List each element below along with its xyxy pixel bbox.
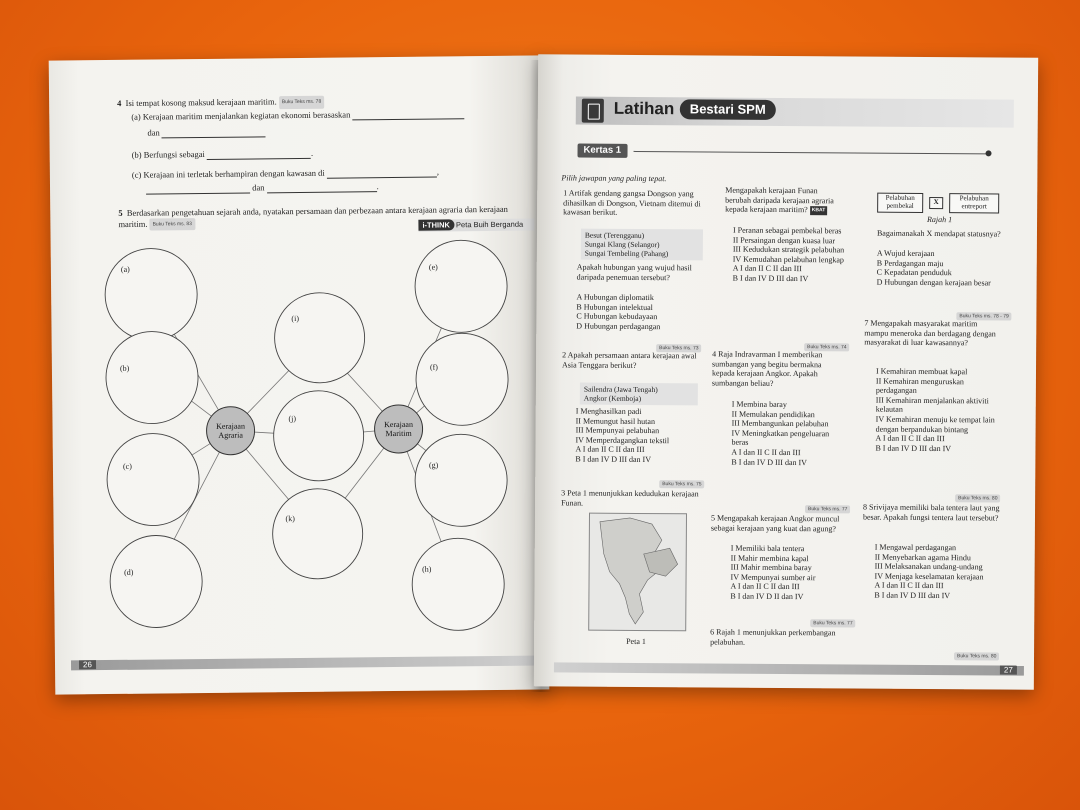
q6-options: A Wujud kerajaan B Perdagangan maju C Kepadatan penduduk D Hubungan dengan kerajaan besar [876,248,991,288]
q8-ref: Buku Teks ms. 80 [954,647,999,665]
q3-continued: Mengapakah kerajaan Funan berubah daripada kerajaan agraria kepada kerajaan maritim? KBAT [725,185,834,215]
bubble-label: (g) [428,460,439,470]
q4-c: (c) Kerajaan ini terletak berhampiran dengan kawasan di , [131,166,439,180]
exercise-book-icon [582,99,604,123]
center-agraria-label: Kerajaan Agraria [216,421,246,440]
page-number: 26 [79,660,96,669]
bubble-g [415,434,508,527]
q4-ref: Buku Teks ms. 77 [805,500,850,518]
map-illustration [589,514,686,631]
q4-c2: dan . [146,181,379,194]
map-caption: Peta 1 [626,636,646,647]
funan-map [588,513,687,632]
q1-ask: Apakah hubungan yang wujud hasil daripada penemuan tersebut? [576,262,692,282]
q6-ask: Bagaimanakah X mendapat statusnya? [876,228,1001,239]
bubble-i [274,292,365,383]
q4-a: (a) Kerajaan maritim menjalankan kegiatan ekonomi berasaskan [131,108,464,122]
q3-options: I Peranan sebagai pembekal beras II Persaingan dengan kuasa luar III Kedudukan strategik pelabuhan IV Kemudahan pelabuhan lengkap A I dan II C II dan III B I dan IV D III dan IV [732,225,845,284]
textbook-ref-tag: Buku Teks ms. 83 [150,218,196,231]
bubble-label: (d) [124,567,134,577]
question-5: 5 Mengapakah kerajaan Angkor muncul sebagai kerajaan yang kuat dan agung? [710,513,840,533]
flow-box-pembekal: Pelabuhan pembekal [877,193,923,213]
bubble-a [105,248,198,341]
bubble-label: (i) [291,313,300,324]
question-7: 7 Mengapakah masyarakat maritim mampu meneroka dan berdagang dengan masyarakat di luar kawasannya? [864,318,996,348]
question-8: 8 Srivijaya memiliki bala tentera laut yang besar. Apakah fungsi tentera laut tersebut? [862,502,1000,523]
flow-box-x: X [929,197,943,209]
ithink-logo: i-THINK [418,219,454,230]
page-footer-bar [554,662,1024,675]
bubble-d [110,535,203,628]
bubble-e [415,240,508,333]
bubble-label: (a) [120,264,130,274]
bubble-h [412,538,505,631]
q8-options: I Mengawal perdagangan II Menyebarkan agama Hindu III Melaksanakan undang-undang IV Menjaga keselamatan kerajaan A I dan II C II dan III B I dan IV D III dan IV [874,542,984,601]
q2-bullet-list: Sailendra (Jawa Tengah) Angkor (Kemboja) [580,383,698,406]
q3-ref: Buku Teks ms. 74 [804,338,849,356]
bubble-c [107,433,200,526]
question-4: 4 Raja Indravarman I memberikan sumbangan yang begitu bermakna kepada kerajaan Angkor. Apakah sumbangan beliau? [711,349,823,388]
flow-caption: Rajah 1 [927,214,953,225]
page-number: 27 [1000,666,1017,675]
q2-ref: Buku Teks ms. 75 [659,475,704,493]
bubble-j [273,390,364,481]
map-type-label: Peta Buih Berganda [455,219,524,230]
q1-options: A Hubungan diplomatik B Hubungan intelektual C Hubungan kebudayaan D Hubungan perdagangan [576,292,661,331]
section-badge: Bestari SPM [680,99,776,120]
q7-ref: Buku Teks ms. 80 [955,489,1000,507]
divider [634,151,988,154]
q6-ref: Buku Teks ms. 78 - 79 [956,307,1011,325]
double-bubble-map [49,55,550,694]
paper-label: Kertas 1 [577,144,627,158]
bubble-k [272,488,363,579]
divider-dot [986,150,992,156]
bubble-label: (k) [285,514,295,524]
question-6: 6 Rajah 1 menunjukkan perkembangan pelabuhan. [710,627,836,647]
bubble-label: (j) [288,414,297,424]
q4-b: (b) Berfungsi sebagai . [131,147,314,160]
textbook-ref-tag: Buku Teks ms. 78 [279,96,325,109]
bubble-label: (e) [428,262,438,272]
bubble-label: (c) [122,461,132,471]
instruction: Pilih jawapan yang paling tepat. [561,173,667,184]
question-3: 3 Peta 1 menunjukkan kedudukan kerajaan Funan. [561,488,699,508]
q1-ref: Buku Teks ms. 73 [656,339,701,357]
bubble-b [106,331,199,424]
q5-options: I Memiliki bala tentera II Mahir membina kapal III Mahir membina baray IV Mempunyai sumber air A I dan II C II dan III B I dan IV D II dan IV [730,543,816,602]
bubble-f [416,333,509,426]
q1-bullet-list: Besut (Terengganu) Sungai Klang (Selangor) Sungai Tembeling (Pahang) [581,229,703,261]
right-page [534,54,1038,689]
question-1: 1 Artifak gendang gangsa Dongson yang dihasilkan di Dongson, Vietnam ditemui di kawasan berikut. [563,188,701,218]
q5-ref: Buku Teks ms. 77 [810,614,855,632]
bubble-label: (b) [119,363,130,373]
q4-options: I Membina baray II Memulakan pendidikan III Membangunkan pelabuhan IV Meningkatkan pengeluaran beras A I dan II C II dan III B I dan IV D III dan IV [731,399,830,467]
section-title: Latihan [613,98,675,119]
bubble-label: (h) [421,564,432,574]
bubble-label: (f) [429,362,438,372]
question-2: 2 Apakah persamaan antara kerajaan awal Asia Tenggara berikut? [562,350,697,370]
q4-a2: dan [147,126,266,138]
flow-box-entreport: Pelabuhan entreport [949,193,999,213]
left-page [49,55,550,694]
q5-stem: 5 Berdasarkan pengetahuan sejarah anda, nyatakan persamaan dan perbezaan antara kerajaan agraria dan kerajaan maritim. Buku Teks ms. 83 [118,203,508,229]
q7-options: I Kemahiran membuat kapal II Kemahiran menguruskan perdagangan III Kemahiran menjalankan aktiviti kelautan IV Kemahiran menuju ke tempat lain dengan berpandukan bintang A I dan II C II dan III B I dan IV D III dan IV [875,366,995,453]
center-maritim-label: Kerajaan Maritim [384,419,414,439]
q4-stem: 4 Isi tempat kosong maksud kerajaan maritim. Buku Teks ms. 78 [117,96,324,111]
q2-options: I Menghasilkan padi II Memungut hasil hutan III Mempunyai pelabuhan IV Memperdagangkan tekstil A I dan II C II dan III B I dan IV D III dan IV [575,406,670,465]
